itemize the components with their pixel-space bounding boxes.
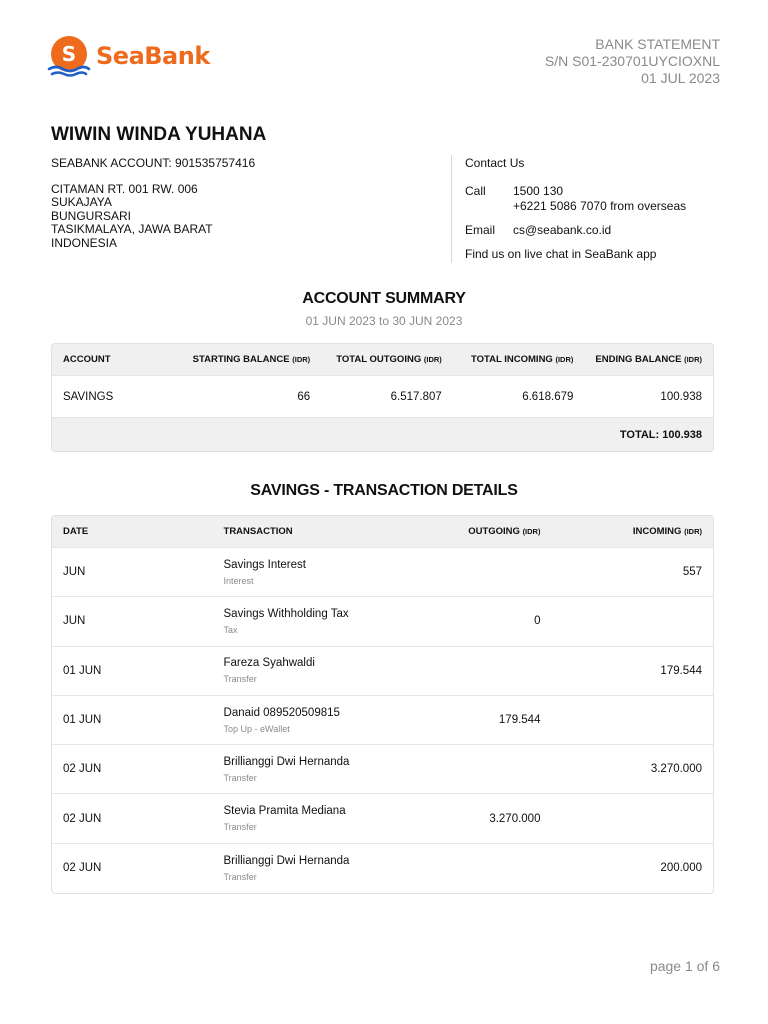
tx-date: JUN xyxy=(63,566,86,579)
header-transaction: TRANSACTION xyxy=(223,526,293,537)
tx-name: Stevia Pramita Mediana xyxy=(223,805,346,818)
call-number-local: 1500 130 xyxy=(513,184,564,198)
transaction-details-title: SAVINGS - TRANSACTION DETAILS xyxy=(250,482,518,499)
seabank-logo xyxy=(46,34,210,78)
address-line: CITAMAN RT. 001 RW. 006 xyxy=(51,182,198,196)
table-row xyxy=(52,647,713,696)
table-row xyxy=(52,696,713,745)
tx-outgoing: 0 xyxy=(534,615,541,628)
address-line: SUKAJAYA xyxy=(51,195,112,210)
summary-total-row xyxy=(52,418,713,451)
contact-email-row xyxy=(465,223,686,238)
contact-call-row xyxy=(465,184,686,214)
table-row xyxy=(52,844,713,893)
account-holder-name: WIWIN WINDA YUHANA xyxy=(51,124,267,145)
summary-incoming: 6.618.679 xyxy=(522,390,574,403)
tx-outgoing: 179.544 xyxy=(498,714,541,727)
tx-name: Brillianggi Dwi Hernanda xyxy=(223,854,350,867)
tx-incoming: 3.270.000 xyxy=(650,763,702,776)
table-row xyxy=(52,376,713,418)
tx-incoming: 179.544 xyxy=(660,664,702,677)
tx-date: 02 JUN xyxy=(63,862,102,875)
header-outgoing: OUTGOING (IDR) xyxy=(468,526,541,537)
tx-type: Tax xyxy=(223,624,238,635)
account-summary-table xyxy=(51,343,714,452)
tx-type: Transfer xyxy=(223,674,257,685)
header-incoming: INCOMING (IDR) xyxy=(632,526,702,537)
summary-outgoing: 6.517.807 xyxy=(390,390,442,403)
holder-address xyxy=(51,183,213,250)
tx-name: Savings Interest xyxy=(223,558,306,571)
tx-type: Top Up - eWallet xyxy=(223,723,290,734)
page-number: page 1 of 6 xyxy=(649,958,720,974)
contact-block xyxy=(465,156,686,261)
summary-period: 01 JUN 2023 to 30 JUN 2023 xyxy=(305,314,463,328)
header-account: ACCOUNT xyxy=(63,354,111,365)
summary-ending: 100.938 xyxy=(660,390,702,403)
tx-name: Fareza Syahwaldi xyxy=(223,657,315,670)
tx-outgoing: 3.270.000 xyxy=(489,812,541,825)
summary-starting: 66 xyxy=(297,390,311,403)
vertical-divider xyxy=(451,155,452,263)
brand-name: SeaBank xyxy=(96,42,210,70)
account-number: SEABANK ACCOUNT: 901535757416 xyxy=(51,156,256,170)
seabank-logo-icon xyxy=(46,34,92,78)
summary-account: SAVINGS xyxy=(63,390,114,403)
call-number-overseas: +6221 5086 7070 from overseas xyxy=(513,199,687,213)
tx-type: Transfer xyxy=(223,772,257,783)
transaction-header-row xyxy=(52,516,713,548)
address-line: INDONESIA xyxy=(51,235,118,250)
statement-date: 01 JUL 2023 xyxy=(641,70,720,86)
statement-meta xyxy=(545,36,720,87)
header-total-incoming: TOTAL INCOMING (IDR) xyxy=(471,354,574,365)
contact-title: Contact Us xyxy=(465,156,525,170)
tx-date: 01 JUN xyxy=(63,664,102,677)
tx-type: Transfer xyxy=(223,871,257,882)
tx-name: Brillianggi Dwi Hernanda xyxy=(223,755,350,768)
email-address: cs@seabank.co.id xyxy=(513,223,612,237)
statement-title: BANK STATEMENT xyxy=(595,36,720,52)
email-label: Email xyxy=(465,223,496,237)
tx-date: JUN xyxy=(63,615,86,628)
summary-header-row xyxy=(52,344,713,376)
tx-date: 02 JUN xyxy=(63,763,102,776)
tx-date: 02 JUN xyxy=(63,812,102,825)
header-ending-balance: ENDING BALANCE (IDR) xyxy=(595,354,702,365)
address-line: TASIKMALAYA, JAWA BARAT xyxy=(51,222,213,237)
tx-name: Danaid 089520509815 xyxy=(223,706,340,719)
address-line: BUNGURSARI xyxy=(51,208,132,223)
summary-total: TOTAL: 100.938 xyxy=(619,428,702,441)
call-label: Call xyxy=(465,184,486,198)
tx-incoming: 200.000 xyxy=(660,862,702,875)
transaction-table xyxy=(51,515,714,894)
logo-letter: S xyxy=(61,42,77,66)
table-row xyxy=(52,794,713,843)
header-starting-balance: STARTING BALANCE (IDR) xyxy=(192,354,311,365)
tx-date: 01 JUN xyxy=(63,714,102,727)
tx-incoming: 557 xyxy=(682,566,702,579)
statement-serial: S/N S01-230701UYCIOXNL xyxy=(544,53,720,69)
tx-name: Savings Withholding Tax xyxy=(223,607,349,620)
tx-type: Interest xyxy=(223,575,254,586)
table-row xyxy=(52,597,713,646)
account-summary-title: ACCOUNT SUMMARY xyxy=(302,290,466,307)
live-chat-note: Find us on live chat in SeaBank app xyxy=(465,247,657,261)
header-total-outgoing: TOTAL OUTGOING (IDR) xyxy=(336,354,442,365)
table-row xyxy=(52,745,713,794)
table-row xyxy=(52,548,713,597)
header-date: DATE xyxy=(63,526,89,537)
tx-type: Transfer xyxy=(223,822,257,833)
